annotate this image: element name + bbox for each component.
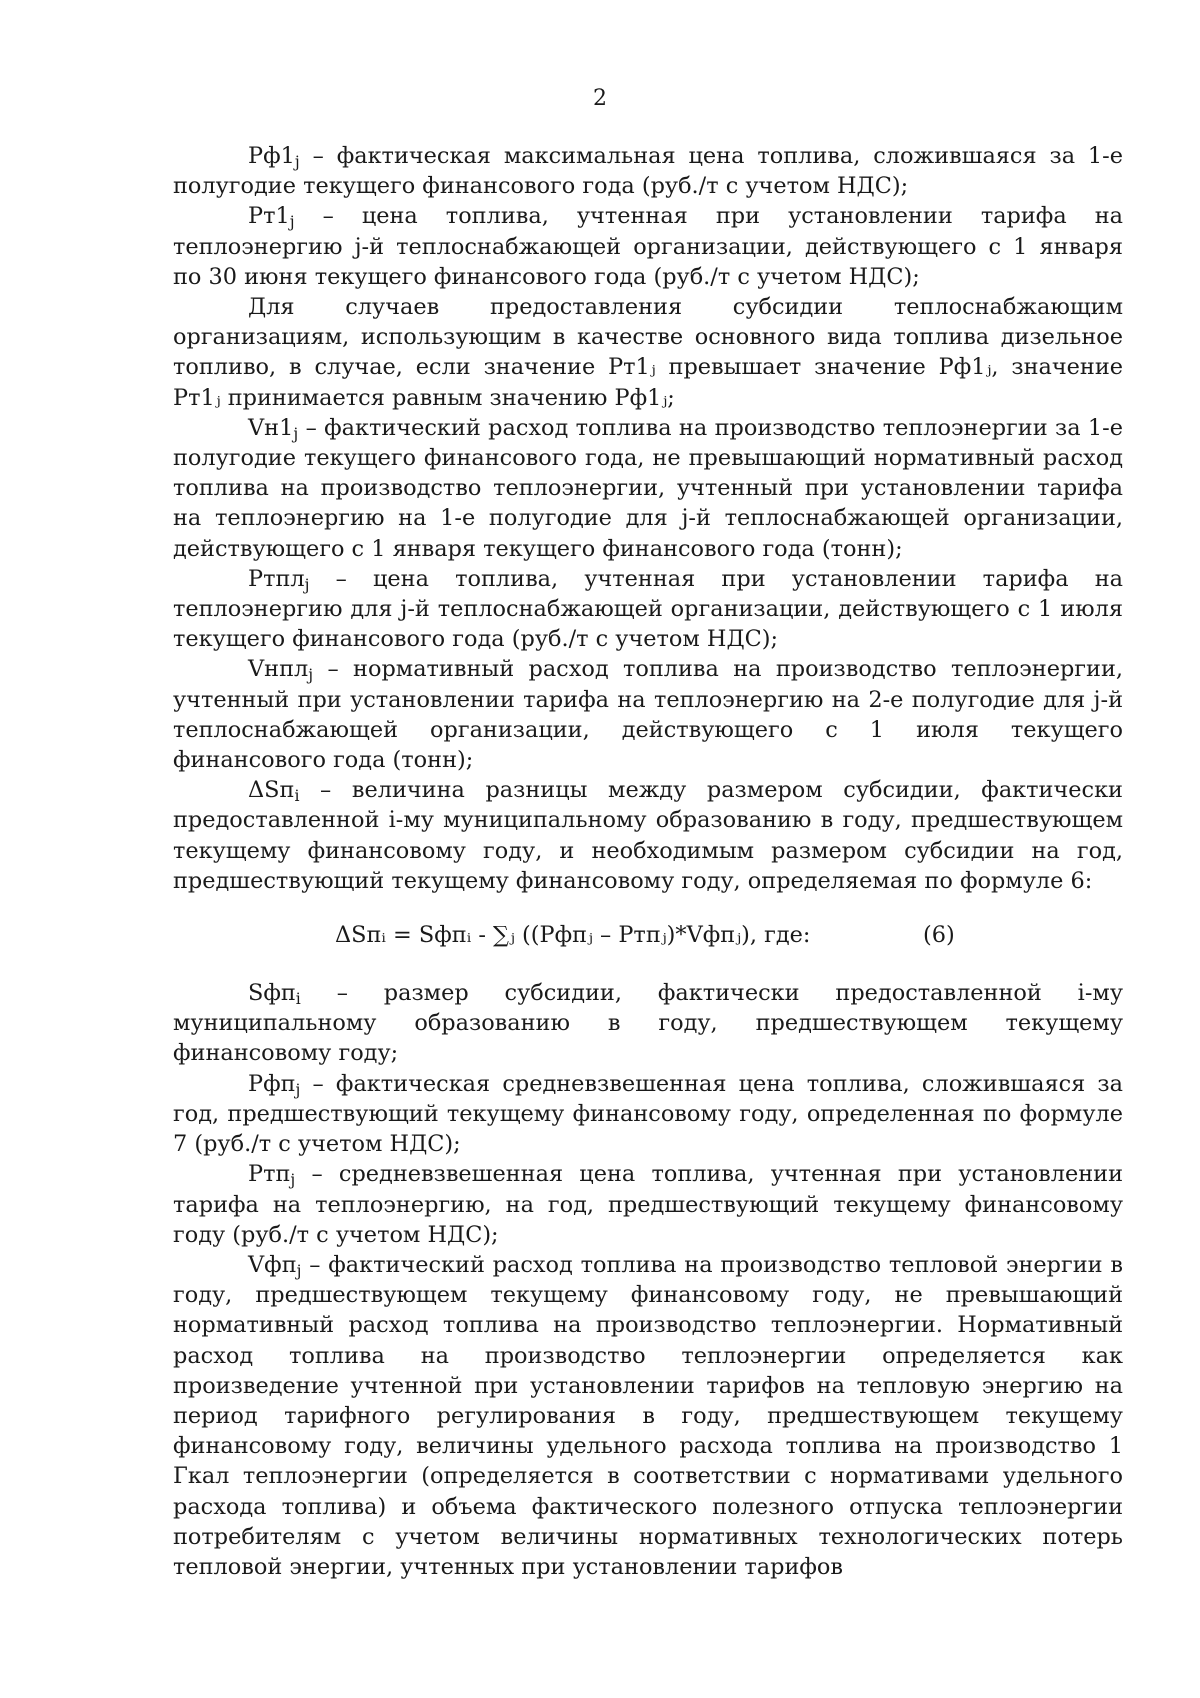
- definition-text: – нормативный расход топлива на производство теплоэнергии, учтенный при установлении тарифа на теплоэнергию на 2-е полугодие для j-й теплоснабжающей организации, действующего с 1 июля текущего финансового года (тонн);: [173, 656, 1123, 774]
- symbol: Ртп: [248, 1161, 291, 1188]
- definition-paragraph: [173, 978, 1123, 1069]
- definition-text: – цена топлива, учтенная при установлении тарифа на теплоэнергию j-й теплоснабжающей организации, действующего с 1 января по 30 июня текущего финансового года (руб./т с учетом НДС);: [173, 203, 1123, 290]
- symbol: Vфп: [248, 1251, 297, 1278]
- definition-paragraph: [173, 564, 1123, 655]
- formula-number: (6): [923, 922, 955, 949]
- formula-expression: ΔSпᵢ = Sфпᵢ - ∑ⱼ ((Рфпⱼ – Ртпⱼ)*Vфпⱼ), где:: [335, 922, 811, 949]
- definition-paragraph: [173, 775, 1123, 896]
- definition-paragraph: [173, 201, 1123, 292]
- symbol: Vнпл: [248, 656, 309, 683]
- definition-paragraph: [173, 1069, 1123, 1160]
- symbol: Ртпл: [248, 565, 305, 592]
- note-paragraph: [173, 292, 1123, 413]
- definition-text: – фактическая максимальная цена топлива, сложившаяся за 1-е полугодие текущего финансового года (руб./т с учетом НДС);: [173, 143, 1123, 200]
- symbol: Рт1: [248, 203, 290, 230]
- symbol: Рф1: [248, 143, 295, 169]
- symbol: Vн1: [248, 414, 294, 441]
- definition-paragraph: [173, 141, 1123, 201]
- definition-text: – фактический расход топлива на производство тепловой энергии в году, предшествующем текущему финансовому году, не превышающий нормативный расход топлива на производство теплоэнергии. Нормативный расход топлива на производство теплоэнергии определяется как произведение учтенной при установлении тарифов на тепловую энергию на период тарифного регулирования в году, предшествующем текущему финансовому году, величины удельного расхода топлива на производство 1 Гкал теплоэнергии (определяется в соответствии с нормативами удельного расхода топлива) и объема фактического полезного отпуска теплоэнергии потребителям с учетом величины нормативных технологических потерь тепловой энергии, учтенных при установлении тарифов: [173, 1251, 1123, 1580]
- symbol-subscript: j: [293, 423, 299, 443]
- symbol-subscript: i: [294, 786, 300, 806]
- definition-paragraph: [173, 1250, 1123, 1582]
- definition-text: – размер субсидии, фактически предоставленной i-му муниципальному образованию в году, предшествующем текущему финансовому году;: [173, 980, 1123, 1067]
- definition-text: – средневзвешенная цена топлива, учтенная при установлении тарифа на теплоэнергию, на год, предшествующий текущему финансовому году (руб./т с учетом НДС);: [173, 1161, 1123, 1248]
- symbol-subscript: j: [290, 1170, 296, 1190]
- symbol-subscript: j: [294, 151, 300, 171]
- definition-paragraph: [173, 1159, 1123, 1250]
- symbol-subscript: j: [295, 1079, 301, 1099]
- definition-text: – величина разницы между размером субсидии, фактически предоставленной i-му муниципальному образованию в году, предшествующем текущему финансовому году, и необходимым размером субсидии на год, предшествующий текущему финансовому году, определяемая по формуле 6:: [173, 777, 1123, 894]
- symbol-subscript: j: [304, 574, 310, 594]
- definition-text: – фактический расход топлива на производство теплоэнергии за 1-е полугодие текущего финансового года, не превышающий нормативный расход топлива на производство теплоэнергии, учтенный при установлении тарифа на теплоэнергию на 1-е полугодие для j-й теплоснабжающей организации, действующего с 1 января текущего финансового года (тонн);: [173, 414, 1123, 562]
- symbol-subscript: j: [308, 665, 314, 685]
- symbol-subscript: j: [296, 1260, 302, 1280]
- paragraph-text: Для случаев предоставления субсидии теплоснабжающим организациям, использующим в качестве основного вида топлива дизельное топливо, в случае, если значение Рт1ⱼ превышает значение Рф1ⱼ, значение Рт1ⱼ принимается равным значению Рф1ⱼ;: [173, 294, 1123, 411]
- definition-paragraph: [173, 413, 1123, 564]
- formula-6: [173, 910, 1123, 966]
- page-number: 2: [593, 86, 607, 111]
- document-body: [173, 141, 1123, 1582]
- definition-paragraph: [173, 654, 1123, 775]
- definition-text: – цена топлива, учтенная при установлении тарифа на теплоэнергию для j-й теплоснабжающей организации, действующего с 1 июля текущего финансового года (руб./т с учетом НДС);: [173, 565, 1123, 653]
- symbol: Рфп: [248, 1070, 296, 1097]
- symbol-subscript: i: [295, 988, 301, 1008]
- symbol: ΔSп: [248, 777, 295, 804]
- definition-text: – фактическая средневзвешенная цена топлива, сложившаяся за год, предшествующий текущему финансовому году, определенная по формуле 7 (руб./т с учетом НДС);: [173, 1070, 1123, 1158]
- symbol-subscript: j: [289, 212, 295, 232]
- symbol: Sфп: [248, 980, 296, 1007]
